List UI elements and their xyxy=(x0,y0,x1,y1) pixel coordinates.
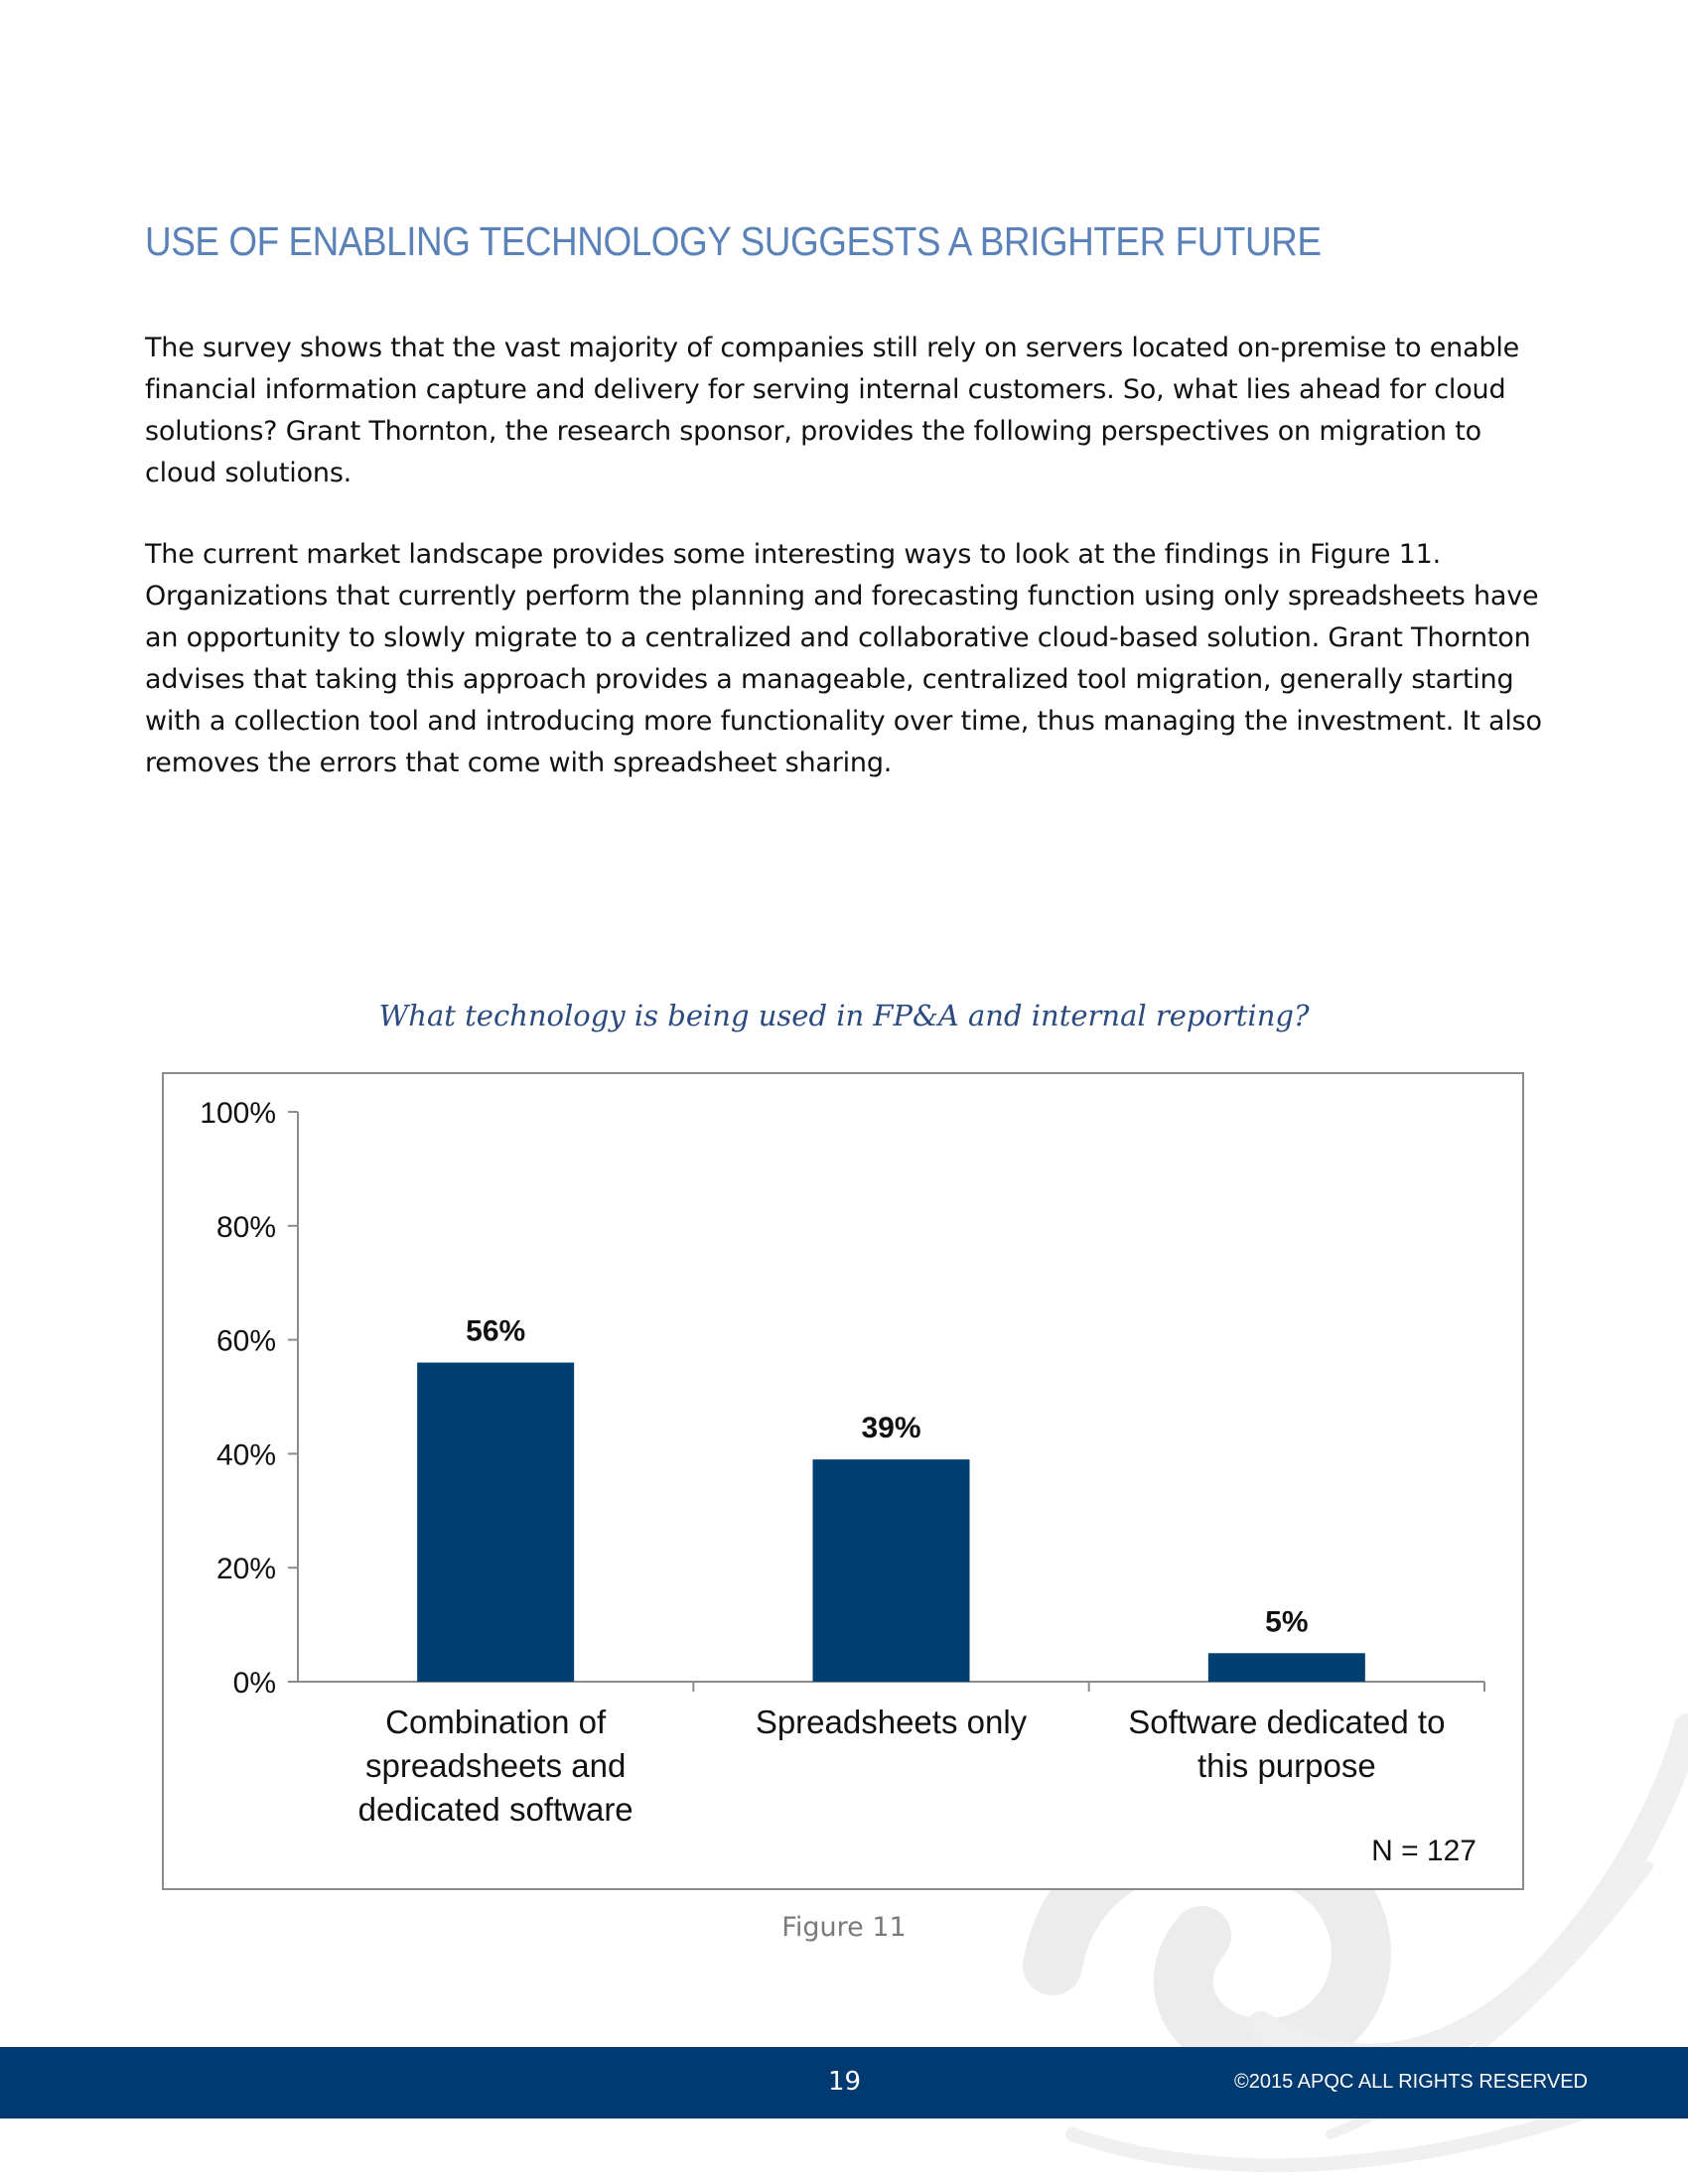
bar xyxy=(813,1459,970,1682)
x-category-label: this purpose xyxy=(1196,1747,1376,1784)
y-tick-label: 40% xyxy=(215,1438,276,1472)
bar xyxy=(417,1363,574,1682)
page-footer xyxy=(0,2047,1688,2118)
bar-data-label: 56% xyxy=(466,1314,526,1348)
x-category-label: Spreadsheets only xyxy=(755,1704,1028,1740)
y-tick-label: 0% xyxy=(232,1667,276,1700)
y-tick-label: 80% xyxy=(215,1210,276,1244)
y-tick-label: 100% xyxy=(200,1097,276,1130)
x-category-label: Combination of xyxy=(385,1704,607,1740)
body-paragraph-1: The survey shows that the vast majority of companies still rely on servers located on-premise to enable financial information capture and delivery for serving internal customers. So, what lies ahead for cloud solutions? Grant Thornton, the research sponsor, provides the following perspectives on migration to cloud solutions. xyxy=(145,333,1520,488)
bar xyxy=(1208,1653,1365,1682)
bar-data-label: 5% xyxy=(1265,1605,1309,1639)
x-category-label: Software dedicated to xyxy=(1128,1704,1446,1740)
figure-caption: Figure 11 xyxy=(781,1912,907,1943)
chart-svg xyxy=(164,1074,1522,1888)
body-paragraph-2: The current market landscape provides some interesting ways to look at the findings in Figure 11. Organizations that currently perform the planning and forecasting function using only spreadsheets have an opportunity to slowly migrate to a centralized and collaborative cloud-based solution. Grant Thornton advises that taking this approach provides a manageable, centralized tool migration, generally starting with a collection tool and introducing more functionality over time, thus managing the investment. It also removes the errors that come with spreadsheet sharing. xyxy=(145,539,1542,778)
x-category-label: dedicated software xyxy=(357,1791,633,1828)
sample-size-note: N = 127 xyxy=(1371,1835,1477,1867)
bar-chart xyxy=(162,1072,1524,1890)
page-number: 19 xyxy=(828,2067,862,2097)
y-tick-label: 20% xyxy=(215,1553,276,1586)
copyright-notice: ©2015 APQC ALL RIGHTS RESERVED xyxy=(1234,2071,1588,2093)
section-heading: USE OF ENABLING TECHNOLOGY SUGGESTS A BRIGHTER FUTURE xyxy=(145,218,1322,264)
bar-data-label: 39% xyxy=(861,1412,921,1445)
y-tick-label: 60% xyxy=(215,1324,276,1358)
x-category-label: spreadsheets and xyxy=(364,1747,627,1784)
chart-title: What technology is being used in FP&A and internal reporting? xyxy=(378,999,1310,1032)
